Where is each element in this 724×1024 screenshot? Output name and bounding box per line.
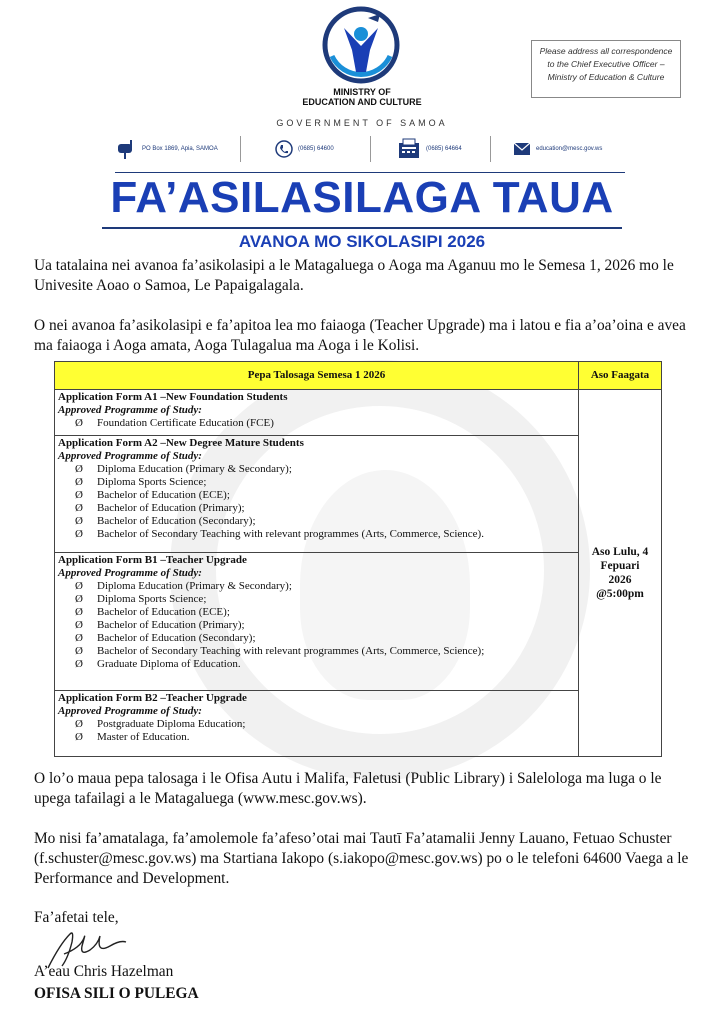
- bullet-icon: Ø: [75, 645, 83, 658]
- contact-phone: [275, 136, 334, 162]
- form-title: Application Form B1 –Teacher Upgrade: [58, 554, 247, 567]
- item-text: Bachelor of Education (Primary);: [97, 619, 245, 632]
- list-item: [58, 718, 575, 731]
- table-header-deadline: Aso Faagata: [579, 362, 662, 390]
- bullet-icon: Ø: [75, 606, 83, 619]
- table-row: [55, 436, 662, 553]
- bullet-icon: Ø: [75, 580, 83, 593]
- form-a1-cell: [55, 390, 579, 436]
- bullet-icon: Ø: [75, 528, 83, 541]
- form-title: Application Form A2 –New Degree Mature Students: [58, 437, 304, 450]
- intro-paragraph-1: Ua tatalaina nei avanoa fa’asikolasipi a le Matagaluega o Aoga ma Aganuu mo le Semesa 1, 2026 mo le Univesite Aoao o Samoa, Le Papaigalagala.: [34, 257, 674, 294]
- contact-email: [513, 136, 602, 162]
- item-text: Bachelor of Education (ECE);: [97, 606, 230, 619]
- envelope-icon: [513, 142, 531, 156]
- item-text: Graduate Diploma of Education.: [97, 658, 241, 671]
- item-text: Foundation Certificate Education (FCE): [97, 417, 274, 430]
- item-text: Bachelor of Education (ECE);: [97, 489, 230, 502]
- item-text: Bachelor of Secondary Teaching with relevant programmes (Arts, Commerce, Science).: [97, 528, 484, 541]
- title-rule: [102, 227, 622, 229]
- availability-paragraph: O lo’o maua pepa talosaga i le Ofisa Autu i Malifa, Faletusi (Public Library) i Salelologa ma luga o le upega tafailagi a le Matagaluega (www.mesc.gov.ws).: [34, 770, 662, 807]
- application-table: [54, 361, 662, 757]
- form-subtitle: Approved Programme of Study:: [58, 450, 202, 463]
- contact-address: [115, 136, 218, 162]
- item-text: Diploma Sports Science;: [97, 593, 207, 606]
- list-item: [58, 632, 575, 645]
- list-item: [58, 463, 575, 476]
- table-row: [55, 690, 662, 756]
- list-item: [58, 515, 575, 528]
- list-item: [58, 476, 575, 489]
- contact-row: [115, 136, 625, 162]
- bullet-icon: Ø: [75, 632, 83, 645]
- deadline-line: 2026: [608, 574, 632, 587]
- bullet-icon: Ø: [75, 417, 83, 430]
- deadline-line: @5:00pm: [596, 588, 644, 601]
- ministry-name: [262, 87, 462, 107]
- list-item: [58, 489, 575, 502]
- list-item: [58, 645, 575, 658]
- bullet-icon: Ø: [75, 463, 83, 476]
- table-row: [55, 553, 662, 690]
- contact-phone-text: (0685) 64600: [298, 146, 334, 152]
- list-item: [58, 658, 575, 671]
- bullet-icon: Ø: [75, 476, 83, 489]
- signer-name: A’eau Chris Hazelman: [34, 963, 174, 980]
- form-subtitle: Approved Programme of Study:: [58, 567, 202, 580]
- deadline-cell: [579, 390, 662, 757]
- form-title: Application Form A1 –New Foundation Students: [58, 391, 288, 404]
- contact-divider: [370, 136, 371, 162]
- item-text: Postgraduate Diploma Education;: [97, 717, 246, 730]
- item-text: Bachelor of Education (Secondary);: [97, 632, 256, 645]
- contact-fax-text: (0685) 64664: [426, 146, 462, 152]
- mailbox-icon: [115, 138, 137, 160]
- government-name: GOVERNMENT OF SAMOA: [276, 118, 448, 128]
- form-subtitle: Approved Programme of Study:: [58, 404, 202, 417]
- item-text: Bachelor of Education (Primary);: [97, 502, 245, 515]
- bullet-icon: Ø: [75, 502, 83, 515]
- list-item: [58, 528, 575, 541]
- form-a2-cell: [55, 436, 579, 553]
- correspondence-note: Please address all correspondence to the Chief Executive Officer – Ministry of Education & Culture: [531, 40, 681, 98]
- list-item: [58, 731, 575, 744]
- form-b2-cell: [55, 690, 579, 756]
- notice-subtitle: AVANOA MO SIKOLASIPI 2026: [238, 232, 486, 251]
- bullet-icon: Ø: [75, 515, 83, 528]
- list-item: [58, 619, 575, 632]
- item-text: Diploma Sports Science;: [97, 476, 207, 489]
- ministry-line2: EDUCATION AND CULTURE: [302, 97, 422, 107]
- contact-address-text: PO Box 1869, Apia, SAMOA: [142, 146, 218, 152]
- table-row: [55, 390, 662, 436]
- table-header-forms: Pepa Talosaga Semesa 1 2026: [55, 362, 579, 390]
- item-text: Diploma Education (Primary & Secondary);: [97, 580, 292, 593]
- ministry-line1: MINISTRY OF: [333, 87, 391, 97]
- contact-fax: [397, 136, 462, 162]
- intro-paragraph-2: O nei avanoa fa’asikolasipi e fa’apitoa lea mo faiaoga (Teacher Upgrade) ma i latou e fia a’oa’oina e avea ma faiaoga i Aoga amata, Aoga Tulagalua ma Aoga i le Kolisi.: [34, 317, 686, 354]
- list-item: [58, 606, 575, 619]
- contact-divider: [490, 136, 491, 162]
- list-item: [58, 593, 575, 606]
- fax-icon: [397, 137, 421, 161]
- item-text: Bachelor of Education (Secondary);: [97, 515, 256, 528]
- item-text: Master of Education.: [97, 730, 190, 743]
- contact-paragraph: Mo nisi fa’amatalaga, fa’amolemole fa’afeso’otai mai Tautī Fa’atamalii Jenny Lauano, Fetuao Schuster (f.schuster@mesc.gov.ws) ma Startiana Iakopo (s.iakopo@mesc.gov.ws) po o le telefoni 64600 Vaega a le Performance and Development.: [34, 830, 689, 887]
- deadline-line: Fepuari: [600, 560, 640, 573]
- phone-icon: [275, 140, 293, 158]
- item-text: Bachelor of Secondary Teaching with relevant programmes (Arts, Commerce, Science);: [97, 645, 485, 658]
- notice-title: FA’ASILASILAGA TAUA: [110, 173, 614, 222]
- deadline-line: Aso Lulu, 4: [591, 546, 649, 559]
- form-title: Application Form B2 –Teacher Upgrade: [58, 691, 247, 704]
- list-item: [58, 417, 575, 430]
- signer-title: OFISA SILI O PULEGA: [34, 985, 199, 1002]
- bullet-icon: Ø: [75, 658, 83, 671]
- contact-divider: [240, 136, 241, 162]
- list-item: [58, 502, 575, 515]
- ministry-logo-icon: [322, 6, 400, 84]
- contact-email-text: education@mesc.gov.ws: [536, 146, 603, 152]
- bullet-icon: Ø: [75, 489, 83, 502]
- item-text: Diploma Education (Primary & Secondary);: [97, 463, 292, 476]
- bullet-icon: Ø: [75, 730, 83, 743]
- form-subtitle: Approved Programme of Study:: [58, 704, 202, 717]
- bullet-icon: Ø: [75, 619, 83, 632]
- bullet-icon: Ø: [75, 593, 83, 606]
- bullet-icon: Ø: [75, 717, 83, 730]
- list-item: [58, 580, 575, 593]
- form-b1-cell: [55, 553, 579, 690]
- closing-text: Fa’afetai tele,: [34, 909, 119, 926]
